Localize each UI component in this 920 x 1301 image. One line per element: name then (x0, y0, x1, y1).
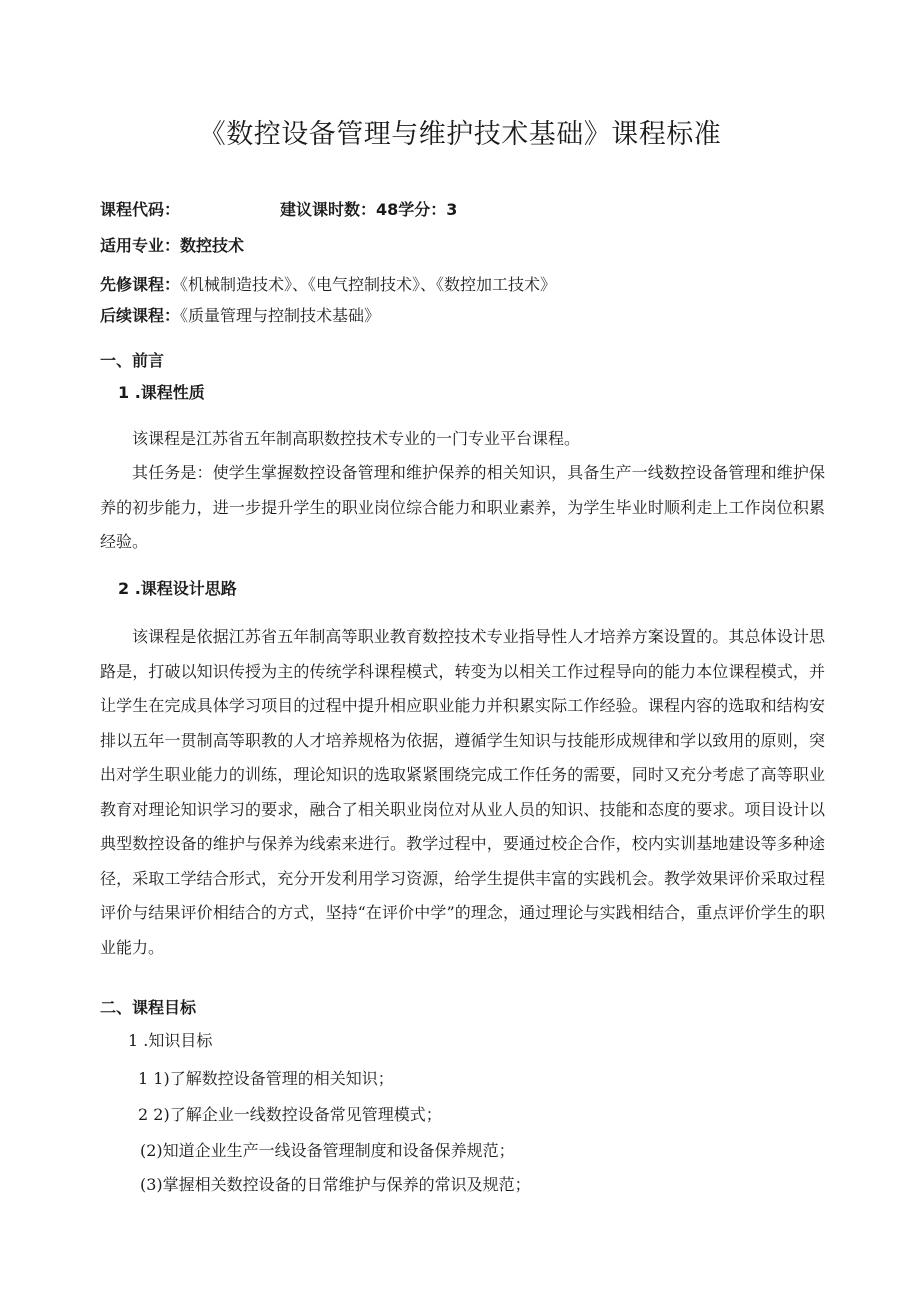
major-value: 数控技术 (180, 236, 245, 255)
knowledge-item: (3)掌握相关数控设备的日常维护与保养的常识及规范； (140, 1175, 531, 1194)
meta-row-prereq (100, 272, 556, 295)
followup-value: 《质量管理与控制技术基础》 (180, 306, 381, 325)
section2-sub1-heading: 1 .知识目标 (128, 1031, 213, 1050)
meta-hours-credits (280, 197, 457, 220)
section2-heading: 二、课程目标 (100, 998, 197, 1017)
major-label: 适用专业： (100, 236, 181, 255)
hours-label: 建议课时数： (280, 200, 377, 219)
credits-label: 学分： (398, 200, 447, 219)
knowledge-item: 2 2)了解企业一线数控设备常见管理模式； (138, 1105, 442, 1124)
meta-row-code-hours (100, 197, 180, 220)
credits-value: 3 (446, 200, 458, 219)
prereq-value: 《机械制造技术》、《电气控制技术》、《数控加工技术》 (180, 275, 557, 294)
section1-sub1-para1: 该课程是江苏省五年制高职数控技术专业的一门专业平台课程。 (132, 429, 581, 448)
hours-value: 48 (376, 200, 399, 219)
section1-sub1-heading: 1 .课程性质 (118, 383, 205, 402)
meta-row-major (100, 233, 244, 256)
section1-sub1-para2: 其任务是：使学生掌握数控设备管理和维护保养的相关知识，具备生产一线数控设备管理和维护保养的初步能力，进一步提升学生的职业岗位综合能力和职业素养，为学生毕业时顺利走上工作岗位积累经验。 (100, 463, 825, 551)
section1-sub2-heading: 2 .课程设计思路 (118, 579, 237, 598)
document-title: 《数控设备管理与维护技术基础》课程标准 (198, 119, 722, 150)
course-code-label: 课程代码： (100, 200, 181, 219)
section1-heading: 一、前言 (100, 351, 165, 370)
knowledge-item: 1 1)了解数控设备管理的相关知识； (138, 1069, 394, 1088)
followup-label: 后续课程： (100, 306, 181, 325)
meta-row-followup (100, 303, 380, 326)
section1-sub2-para: 该课程是依据江苏省五年制高等职业教育数控技术专业指导性人才培养方案设置的。其总体设计思路是，打破以知识传授为主的传统学科课程模式，转变为以相关工作过程导向的能力本位课程模式，并让学生在完成具体学习项目的过程中提升相应职业能力并积累实际工作经验。课程内容的选取和结构安排以五年一贯制高等职教的人才培养规格为依据，遵循学生知识与技能形成规律和学以致用的原则，突出对学生职业能力的训练，理论知识的选取紧紧围绕完成工作任务的需要，同时又充分考虑了高等职业教育对理论知识学习的要求，融合了相关职业岗位对从业人员的知识、技能和态度的要求。项目设计以典型数控设备的维护与保养为线索来进行。教学过程中，要通过校企合作，校内实训基地建设等多种途径，采取工学结合形式，充分开发利用学习资源，给学生提供丰富的实践机会。教学效果评价采取过程评价与结果评价相结合的方式，坚持“在评价中学”的理念，通过理论与实践相结合，重点评价学生的职业能力。 (100, 627, 825, 957)
prereq-label: 先修课程： (100, 275, 181, 294)
knowledge-item: (2)知道企业生产一线设备管理制度和设备保养规范； (140, 1141, 515, 1160)
